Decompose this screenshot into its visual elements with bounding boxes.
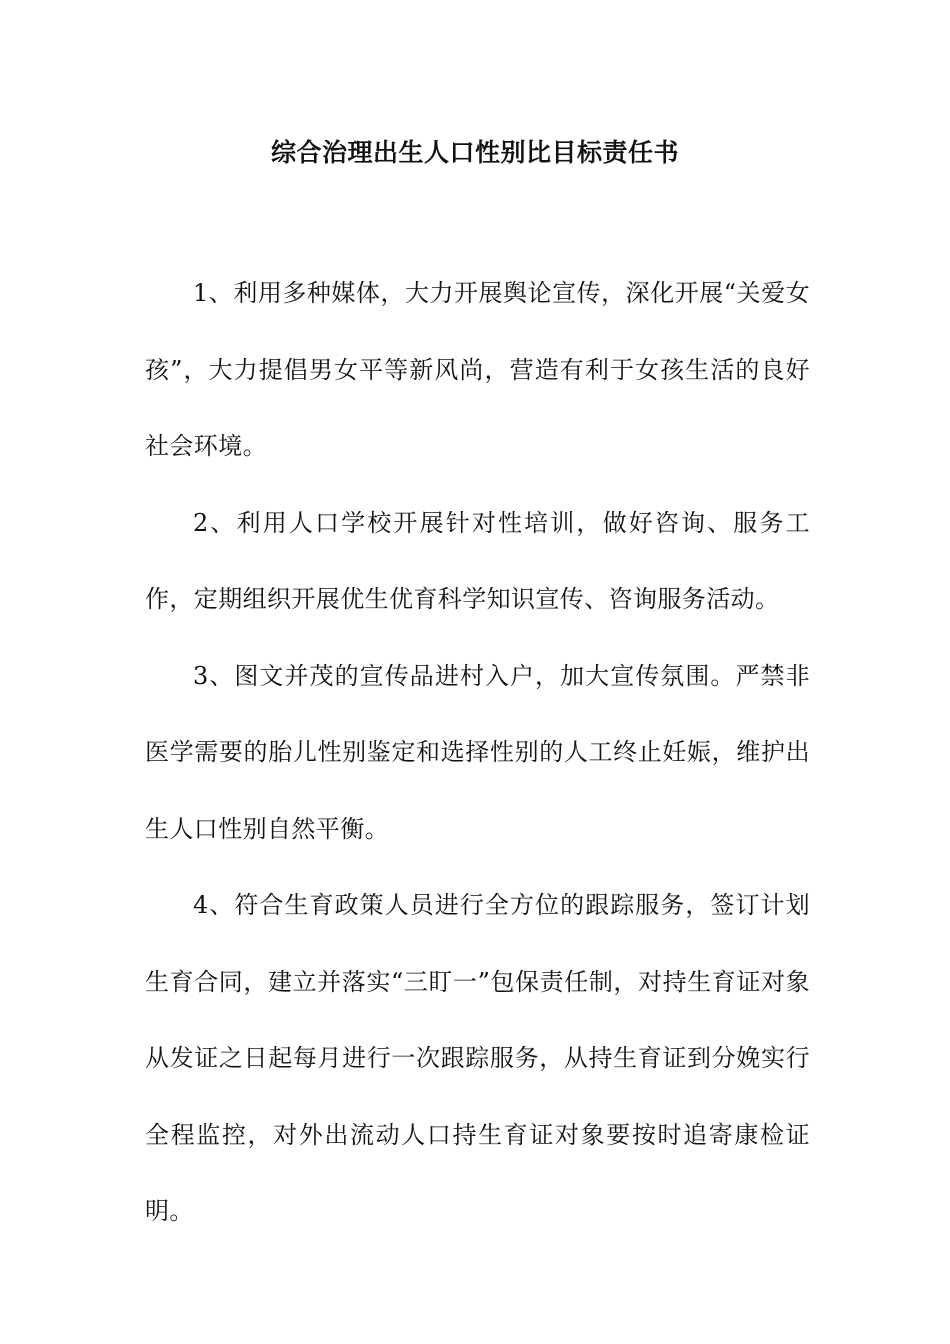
paragraph-1: 1、利用多种媒体，大力开展舆论宣传，深化开展“关爱女孩”，大力提倡男女平等新风尚，营造有利于女孩生活的良好社会环境。 <box>145 279 810 460</box>
document-title: 综合治理出生人口性别比目标责任书 <box>270 138 679 167</box>
paragraph-3: 3、图文并茂的宣传品进村入户，加大宣传氛围。严禁非医学需要的胎儿性别鉴定和选择性别的人工终止妊娠，维护出生人口性别自然平衡。 <box>145 661 810 843</box>
paragraph-2: 2、利用人口学校开展针对性培训，做好咨询、服务工作，定期组织开展优生优育科学知识宣传、咨询服务活动。 <box>145 508 810 613</box>
paragraph-4: 4、符合生育政策人员进行全方位的跟踪服务，签订计划生育合同，建立并落实“三盯一”包保责任制，对持生育证对象从发证之日起每月进行一次跟踪服务，从持生育证到分娩实行全程监控，对外出流动人口持生育证对象要按时追寄康检证明。 <box>145 891 810 1225</box>
document-body <box>145 255 810 1250</box>
